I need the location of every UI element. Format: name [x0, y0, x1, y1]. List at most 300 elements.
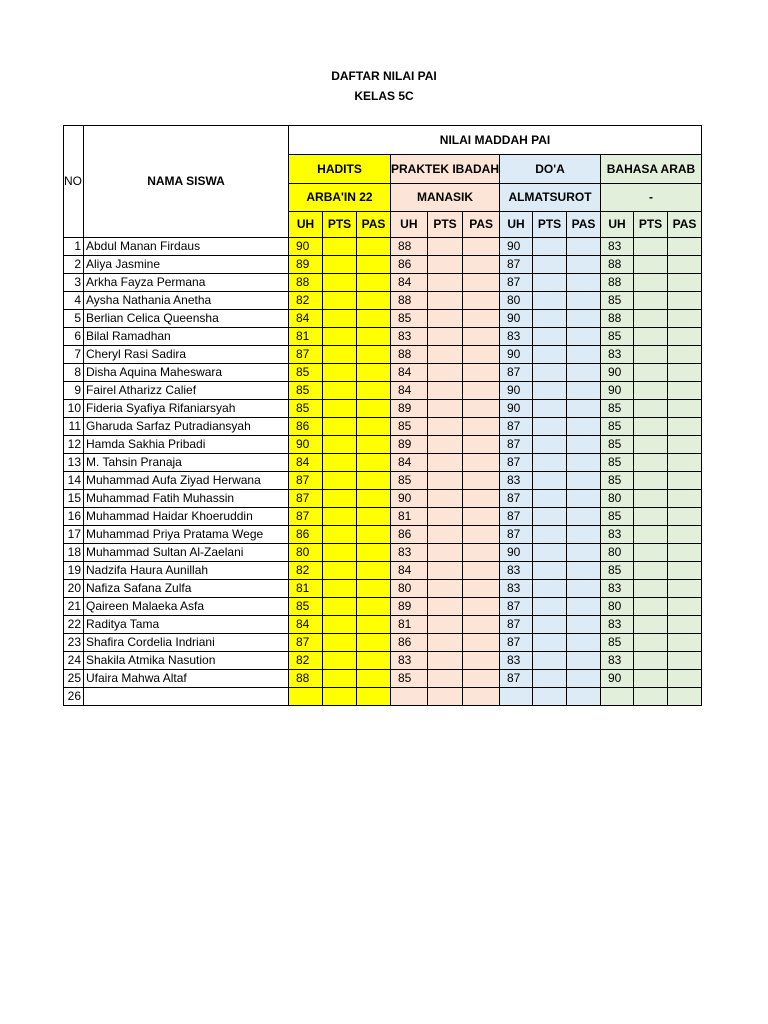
arab-pts-score: [634, 562, 668, 580]
arab-uh-score: 85: [601, 436, 634, 454]
col-pas: PAS: [463, 212, 500, 238]
table-row: [64, 292, 702, 310]
hadits-pas-score: [357, 652, 391, 670]
student-name: Aliya Jasmine: [84, 256, 289, 274]
praktek-pts-score: [427, 454, 463, 472]
doa-uh-score: 87: [500, 454, 533, 472]
arab-pas-score: [668, 436, 702, 454]
subject-praktek-ibadah: PRAKTEK IBADAH: [391, 155, 500, 184]
praktek-pts-score: [427, 400, 463, 418]
col-uh: UH: [500, 212, 533, 238]
doa-uh-score: 87: [500, 256, 533, 274]
hadits-uh-score: 81: [289, 328, 323, 346]
hadits-uh-score: 81: [289, 580, 323, 598]
arab-uh-score: 85: [601, 454, 634, 472]
arab-pas-score: [668, 472, 702, 490]
row-number: 17: [64, 526, 84, 544]
praktek-pas-score: [463, 292, 500, 310]
arab-pas-score: [668, 400, 702, 418]
arab-uh-score: 85: [601, 634, 634, 652]
praktek-pas-score: [463, 310, 500, 328]
hadits-pas-score: [357, 364, 391, 382]
hadits-pts-score: [323, 472, 357, 490]
student-name: [84, 688, 289, 706]
table-row: [64, 670, 702, 688]
doa-uh-score: 90: [500, 382, 533, 400]
praktek-pas-score: [463, 670, 500, 688]
doa-pts-score: [533, 490, 567, 508]
praktek-uh-score: 80: [391, 580, 428, 598]
hadits-pts-score: [323, 346, 357, 364]
hadits-uh-score: 90: [289, 238, 323, 256]
hadits-pts-score: [323, 274, 357, 292]
hadits-pas-score: [357, 526, 391, 544]
praktek-pas-score: [463, 616, 500, 634]
arab-uh-score: 88: [601, 256, 634, 274]
doa-pas-score: [567, 616, 601, 634]
row-number: 16: [64, 508, 84, 526]
row-number: 12: [64, 436, 84, 454]
praktek-uh-score: 81: [391, 508, 428, 526]
praktek-pts-score: [427, 472, 463, 490]
praktek-pas-score: [463, 238, 500, 256]
doa-pas-score: [567, 238, 601, 256]
hadits-uh-score: 80: [289, 544, 323, 562]
col-uh: UH: [391, 212, 428, 238]
arab-pts-score: [634, 418, 668, 436]
table-row: [64, 544, 702, 562]
arab-uh-score: 90: [601, 382, 634, 400]
doa-uh-score: 90: [500, 346, 533, 364]
table-row: [64, 652, 702, 670]
doa-pas-score: [567, 490, 601, 508]
arab-pas-score: [668, 616, 702, 634]
doa-pas-score: [567, 634, 601, 652]
hadits-pas-score: [357, 454, 391, 472]
arab-uh-score: 85: [601, 292, 634, 310]
praktek-pts-score: [427, 274, 463, 292]
praktek-pas-score: [463, 472, 500, 490]
student-name: Muhammad Haidar Khoeruddin: [84, 508, 289, 526]
hadits-pas-score: [357, 508, 391, 526]
hadits-pas-score: [357, 274, 391, 292]
arab-uh-score: 88: [601, 274, 634, 292]
praktek-pas-score: [463, 688, 500, 706]
student-name: Gharuda Sarfaz Putradiansyah: [84, 418, 289, 436]
doa-pts-score: [533, 652, 567, 670]
arab-uh-score: 83: [601, 346, 634, 364]
praktek-pts-score: [427, 418, 463, 436]
arab-uh-score: 85: [601, 328, 634, 346]
praktek-pas-score: [463, 562, 500, 580]
hadits-pts-score: [323, 454, 357, 472]
doa-pas-score: [567, 562, 601, 580]
praktek-pts-score: [427, 562, 463, 580]
hadits-pts-score: [323, 616, 357, 634]
doa-pts-score: [533, 346, 567, 364]
doa-uh-score: 83: [500, 562, 533, 580]
hadits-uh-score: 85: [289, 364, 323, 382]
arab-pts-score: [634, 616, 668, 634]
student-name: Abdul Manan Firdaus: [84, 238, 289, 256]
row-number: 19: [64, 562, 84, 580]
hadits-pts-score: [323, 508, 357, 526]
praktek-uh-score: 83: [391, 328, 428, 346]
table-row: [64, 256, 702, 274]
doa-pas-score: [567, 274, 601, 292]
hadits-pas-score: [357, 598, 391, 616]
arab-pts-score: [634, 544, 668, 562]
doa-uh-score: 90: [500, 544, 533, 562]
doa-pas-score: [567, 580, 601, 598]
praktek-pas-score: [463, 526, 500, 544]
table-row: [64, 526, 702, 544]
arab-pts-score: [634, 634, 668, 652]
arab-uh-score: 80: [601, 490, 634, 508]
student-name: Fideria Syafiya Rifaniarsyah: [84, 400, 289, 418]
student-name: Muhammad Sultan Al-Zaelani: [84, 544, 289, 562]
praktek-pas-score: [463, 400, 500, 418]
doa-pas-score: [567, 670, 601, 688]
praktek-uh-score: 85: [391, 310, 428, 328]
hadits-pas-score: [357, 634, 391, 652]
praktek-uh-score: 84: [391, 562, 428, 580]
hadits-pas-score: [357, 472, 391, 490]
table-row: [64, 238, 702, 256]
hadits-pas-score: [357, 328, 391, 346]
student-name: Qaireen Malaeka Asfa: [84, 598, 289, 616]
table-row: [64, 400, 702, 418]
table-row: [64, 310, 702, 328]
doa-pts-score: [533, 418, 567, 436]
arab-pas-score: [668, 274, 702, 292]
praktek-pas-score: [463, 508, 500, 526]
doa-uh-score: 83: [500, 580, 533, 598]
hadits-pts-score: [323, 580, 357, 598]
praktek-pts-score: [427, 526, 463, 544]
praktek-uh-score: 81: [391, 616, 428, 634]
doa-pas-score: [567, 382, 601, 400]
hadits-uh-score: 82: [289, 292, 323, 310]
praktek-uh-score: 89: [391, 400, 428, 418]
arab-pts-score: [634, 454, 668, 472]
praktek-pas-score: [463, 274, 500, 292]
arab-pts-score: [634, 400, 668, 418]
praktek-pts-score: [427, 256, 463, 274]
row-number: 14: [64, 472, 84, 490]
doa-pts-score: [533, 670, 567, 688]
doa-pas-score: [567, 544, 601, 562]
doa-pts-score: [533, 616, 567, 634]
col-pas: PAS: [567, 212, 601, 238]
praktek-uh-score: 88: [391, 238, 428, 256]
doa-uh-score: 87: [500, 598, 533, 616]
hadits-pas-score: [357, 688, 391, 706]
praktek-pts-score: [427, 310, 463, 328]
praktek-pas-score: [463, 436, 500, 454]
row-number: 24: [64, 652, 84, 670]
praktek-uh-score: 84: [391, 454, 428, 472]
document-title: DAFTAR NILAI PAI: [331, 69, 437, 83]
arab-uh-score: 83: [601, 238, 634, 256]
arab-pas-score: [668, 256, 702, 274]
hadits-pts-score: [323, 634, 357, 652]
table-row: [64, 364, 702, 382]
praktek-uh-score: 84: [391, 274, 428, 292]
praktek-uh-score: 88: [391, 292, 428, 310]
hadits-pts-score: [323, 256, 357, 274]
doa-uh-score: 87: [500, 274, 533, 292]
doa-pts-score: [533, 526, 567, 544]
hadits-pas-score: [357, 346, 391, 364]
hadits-pas-score: [357, 544, 391, 562]
row-number: 1: [64, 238, 84, 256]
arab-pas-score: [668, 292, 702, 310]
hadits-pts-score: [323, 292, 357, 310]
praktek-pas-score: [463, 544, 500, 562]
hadits-uh-score: 85: [289, 598, 323, 616]
hadits-uh-score: 87: [289, 346, 323, 364]
col-pts: PTS: [323, 212, 357, 238]
nilai-maddah-header: NILAI MADDAH PAI: [289, 126, 702, 155]
row-number: 7: [64, 346, 84, 364]
arab-pas-score: [668, 364, 702, 382]
col-pas: PAS: [357, 212, 391, 238]
row-number: 23: [64, 634, 84, 652]
arab-uh-score: 80: [601, 544, 634, 562]
praktek-pts-score: [427, 580, 463, 598]
hadits-pas-score: [357, 256, 391, 274]
arab-pas-score: [668, 490, 702, 508]
table-row: [64, 472, 702, 490]
student-name: M. Tahsin Pranaja: [84, 454, 289, 472]
arab-pts-score: [634, 508, 668, 526]
hadits-pts-score: [323, 490, 357, 508]
table-row: [64, 634, 702, 652]
row-number: 4: [64, 292, 84, 310]
hadits-uh-score: 87: [289, 634, 323, 652]
student-name: Shafira Cordelia Indriani: [84, 634, 289, 652]
doa-pts-score: [533, 238, 567, 256]
doa-pts-score: [533, 544, 567, 562]
praktek-uh-score: 89: [391, 598, 428, 616]
hadits-pas-score: [357, 616, 391, 634]
praktek-pts-score: [427, 436, 463, 454]
praktek-pas-score: [463, 490, 500, 508]
hadits-pts-score: [323, 598, 357, 616]
praktek-pas-score: [463, 256, 500, 274]
hadits-pas-score: [357, 436, 391, 454]
hadits-uh-score: 84: [289, 616, 323, 634]
doa-uh-score: 87: [500, 634, 533, 652]
praktek-uh-score: 83: [391, 544, 428, 562]
student-name: Hamda Sakhia Pribadi: [84, 436, 289, 454]
arab-pts-score: [634, 310, 668, 328]
topic-bahasa-arab: -: [601, 184, 702, 212]
arab-uh-score: 90: [601, 364, 634, 382]
hadits-pts-score: [323, 364, 357, 382]
arab-pas-score: [668, 634, 702, 652]
arab-pts-score: [634, 652, 668, 670]
praktek-uh-score: 84: [391, 364, 428, 382]
praktek-pts-score: [427, 508, 463, 526]
arab-uh-score: [601, 688, 634, 706]
hadits-pas-score: [357, 382, 391, 400]
student-name: Muhammad Priya Pratama Wege: [84, 526, 289, 544]
table-row: [64, 598, 702, 616]
student-name: Disha Aquina Maheswara: [84, 364, 289, 382]
student-name: Nadzifa Haura Aunillah: [84, 562, 289, 580]
doa-pas-score: [567, 256, 601, 274]
hadits-pts-score: [323, 400, 357, 418]
doa-pts-score: [533, 256, 567, 274]
hadits-uh-score: 89: [289, 256, 323, 274]
doa-uh-score: 87: [500, 490, 533, 508]
arab-pts-score: [634, 526, 668, 544]
praktek-pas-score: [463, 580, 500, 598]
praktek-pas-score: [463, 598, 500, 616]
doa-pas-score: [567, 454, 601, 472]
arab-pas-score: [668, 418, 702, 436]
doa-pts-score: [533, 382, 567, 400]
praktek-pas-score: [463, 382, 500, 400]
row-number: 6: [64, 328, 84, 346]
praktek-pts-score: [427, 346, 463, 364]
praktek-pas-score: [463, 418, 500, 436]
row-number: 5: [64, 310, 84, 328]
praktek-pas-score: [463, 454, 500, 472]
topic-praktek-ibadah: MANASIK: [391, 184, 500, 212]
doa-uh-score: 90: [500, 310, 533, 328]
table-row: [64, 274, 702, 292]
praktek-pts-score: [427, 382, 463, 400]
hadits-uh-score: 85: [289, 400, 323, 418]
doa-uh-score: 87: [500, 418, 533, 436]
arab-pts-score: [634, 346, 668, 364]
arab-pts-score: [634, 382, 668, 400]
doa-uh-score: 87: [500, 364, 533, 382]
table-row: [64, 382, 702, 400]
row-number: 25: [64, 670, 84, 688]
doa-pas-score: [567, 400, 601, 418]
hadits-pas-score: [357, 400, 391, 418]
hadits-uh-score: 87: [289, 472, 323, 490]
student-name: Cheryl Rasi Sadira: [84, 346, 289, 364]
doa-pas-score: [567, 688, 601, 706]
doa-pts-score: [533, 472, 567, 490]
doa-pts-score: [533, 436, 567, 454]
row-number: 21: [64, 598, 84, 616]
arab-pts-score: [634, 436, 668, 454]
hadits-pas-score: [357, 310, 391, 328]
praktek-pts-score: [427, 328, 463, 346]
table-row: [64, 418, 702, 436]
hadits-pas-score: [357, 238, 391, 256]
doa-pas-score: [567, 310, 601, 328]
table-row: [64, 562, 702, 580]
hadits-pas-score: [357, 418, 391, 436]
arab-pts-score: [634, 688, 668, 706]
praktek-pts-score: [427, 544, 463, 562]
hadits-pas-score: [357, 292, 391, 310]
praktek-pts-score: [427, 364, 463, 382]
praktek-uh-score: 85: [391, 670, 428, 688]
student-name: Ufaira Mahwa Altaf: [84, 670, 289, 688]
praktek-uh-score: 85: [391, 418, 428, 436]
doa-pts-score: [533, 598, 567, 616]
arab-pas-score: [668, 310, 702, 328]
arab-pas-score: [668, 346, 702, 364]
hadits-uh-score: 82: [289, 652, 323, 670]
nama-siswa-header: NAMA SISWA: [84, 126, 289, 238]
arab-uh-score: 83: [601, 652, 634, 670]
praktek-uh-score: 86: [391, 634, 428, 652]
doa-pas-score: [567, 508, 601, 526]
praktek-pts-score: [427, 616, 463, 634]
student-name: Nafiza Safana Zulfa: [84, 580, 289, 598]
doa-uh-score: 90: [500, 238, 533, 256]
arab-uh-score: 90: [601, 670, 634, 688]
hadits-uh-score: 86: [289, 526, 323, 544]
doa-pas-score: [567, 292, 601, 310]
col-pas: PAS: [668, 212, 702, 238]
row-number: 9: [64, 382, 84, 400]
table-row: [64, 508, 702, 526]
doa-pas-score: [567, 436, 601, 454]
row-number: 18: [64, 544, 84, 562]
praktek-uh-score: 85: [391, 472, 428, 490]
student-name: Muhammad Aufa Ziyad Herwana: [84, 472, 289, 490]
arab-uh-score: 85: [601, 418, 634, 436]
arab-pas-score: [668, 598, 702, 616]
praktek-pts-score: [427, 238, 463, 256]
doa-uh-score: [500, 688, 533, 706]
doa-pas-score: [567, 328, 601, 346]
doa-uh-score: 87: [500, 436, 533, 454]
col-pts: PTS: [634, 212, 668, 238]
praktek-pas-score: [463, 328, 500, 346]
row-number: 8: [64, 364, 84, 382]
table-row: [64, 490, 702, 508]
arab-pts-score: [634, 472, 668, 490]
hadits-pts-score: [323, 382, 357, 400]
row-number: 3: [64, 274, 84, 292]
doa-pts-score: [533, 454, 567, 472]
row-number: 2: [64, 256, 84, 274]
subject-hadits: HADITS: [289, 155, 391, 184]
doa-pts-score: [533, 328, 567, 346]
doa-pts-score: [533, 400, 567, 418]
hadits-pas-score: [357, 490, 391, 508]
row-number: 10: [64, 400, 84, 418]
table-row: [64, 436, 702, 454]
col-pts: PTS: [533, 212, 567, 238]
doa-pts-score: [533, 634, 567, 652]
hadits-pts-score: [323, 310, 357, 328]
praktek-uh-score: 89: [391, 436, 428, 454]
hadits-uh-score: 87: [289, 490, 323, 508]
doa-pas-score: [567, 526, 601, 544]
praktek-uh-score: [391, 688, 428, 706]
col-pts: PTS: [427, 212, 463, 238]
arab-uh-score: 83: [601, 580, 634, 598]
table-row: [64, 688, 702, 706]
row-number: 22: [64, 616, 84, 634]
doa-pas-score: [567, 364, 601, 382]
arab-pts-score: [634, 256, 668, 274]
doa-uh-score: 83: [500, 652, 533, 670]
doa-uh-score: 83: [500, 328, 533, 346]
